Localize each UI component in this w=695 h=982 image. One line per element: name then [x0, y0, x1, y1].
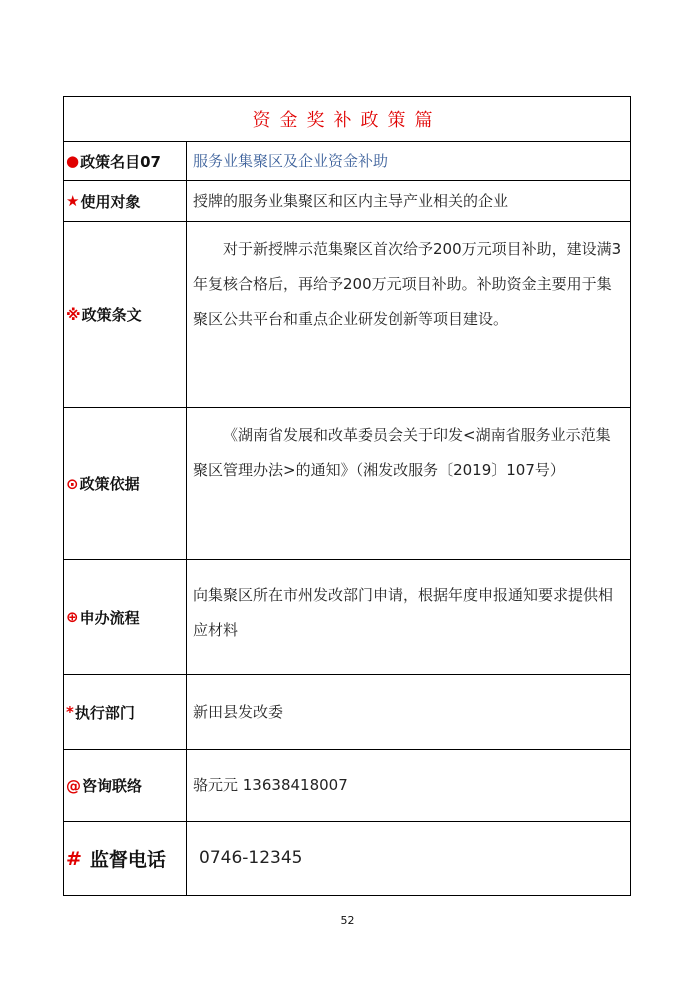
hash-icon: #	[66, 847, 82, 870]
row-department	[64, 674, 630, 749]
value-hotline: 0746-12345	[199, 848, 303, 868]
label-text: 政策依据	[79, 475, 140, 493]
label-department	[64, 675, 187, 749]
label-target	[64, 181, 187, 221]
row-process	[64, 559, 630, 674]
value-department: 新田县发改委	[193, 702, 284, 721]
asterisk-icon: *	[66, 703, 74, 721]
reference-mark-icon: ※	[66, 305, 81, 324]
row-target	[64, 180, 630, 221]
value-process: 向集聚区所在市州发改部门申请，根据年度申报通知要求提供相应材料	[193, 586, 614, 639]
row-basis	[64, 407, 630, 559]
label-text: 政策名目07	[80, 152, 161, 171]
label-hotline	[64, 822, 187, 895]
table-title	[64, 97, 630, 141]
value-policy-item: 服务业集聚区及企业资金补助	[193, 151, 389, 170]
page-number: 52	[340, 914, 355, 927]
row-contact	[64, 749, 630, 821]
row-hotline	[64, 821, 630, 895]
label-text: 申办流程	[79, 608, 140, 627]
value-clauses: 对于新授牌示范集聚区首次给予200万元项目补助，建设满3年复核合格后，再给予200万元项目补助。补助资金主要用于集聚区公共平台和重点企业研发创新等项目建设。	[193, 240, 622, 328]
row-policy-item	[64, 141, 630, 180]
label-policy-item	[64, 142, 187, 180]
label-text: 咨询联络	[82, 777, 143, 795]
policy-table	[63, 96, 631, 896]
label-text: 政策条文	[81, 306, 142, 324]
label-basis	[64, 408, 187, 559]
value-basis: 《湖南省发展和改革委员会关于印发<湖南省服务业示范集聚区管理办法>的通知》（湘发改服务〔2019〕107号）	[193, 426, 611, 479]
table-title-text: 资金奖补政策篇	[252, 110, 442, 131]
at-icon: @	[66, 776, 81, 795]
label-clauses	[64, 222, 187, 407]
label-text: 执行部门	[74, 703, 135, 722]
star-icon: ★	[66, 192, 80, 210]
label-contact	[64, 750, 187, 821]
value-contact: 骆元元 13638418007	[193, 776, 348, 794]
label-text: 使用对象	[80, 192, 141, 211]
label-process	[64, 560, 187, 674]
circle-dot-icon: ⊙	[66, 474, 79, 493]
circle-plus-icon: ⊕	[66, 608, 79, 626]
label-text: 监督电话	[89, 849, 166, 871]
row-clauses	[64, 221, 630, 407]
value-target: 授牌的服务业集聚区和区内主导产业相关的企业	[193, 191, 509, 210]
bullet-dot-icon: ●	[66, 152, 80, 170]
